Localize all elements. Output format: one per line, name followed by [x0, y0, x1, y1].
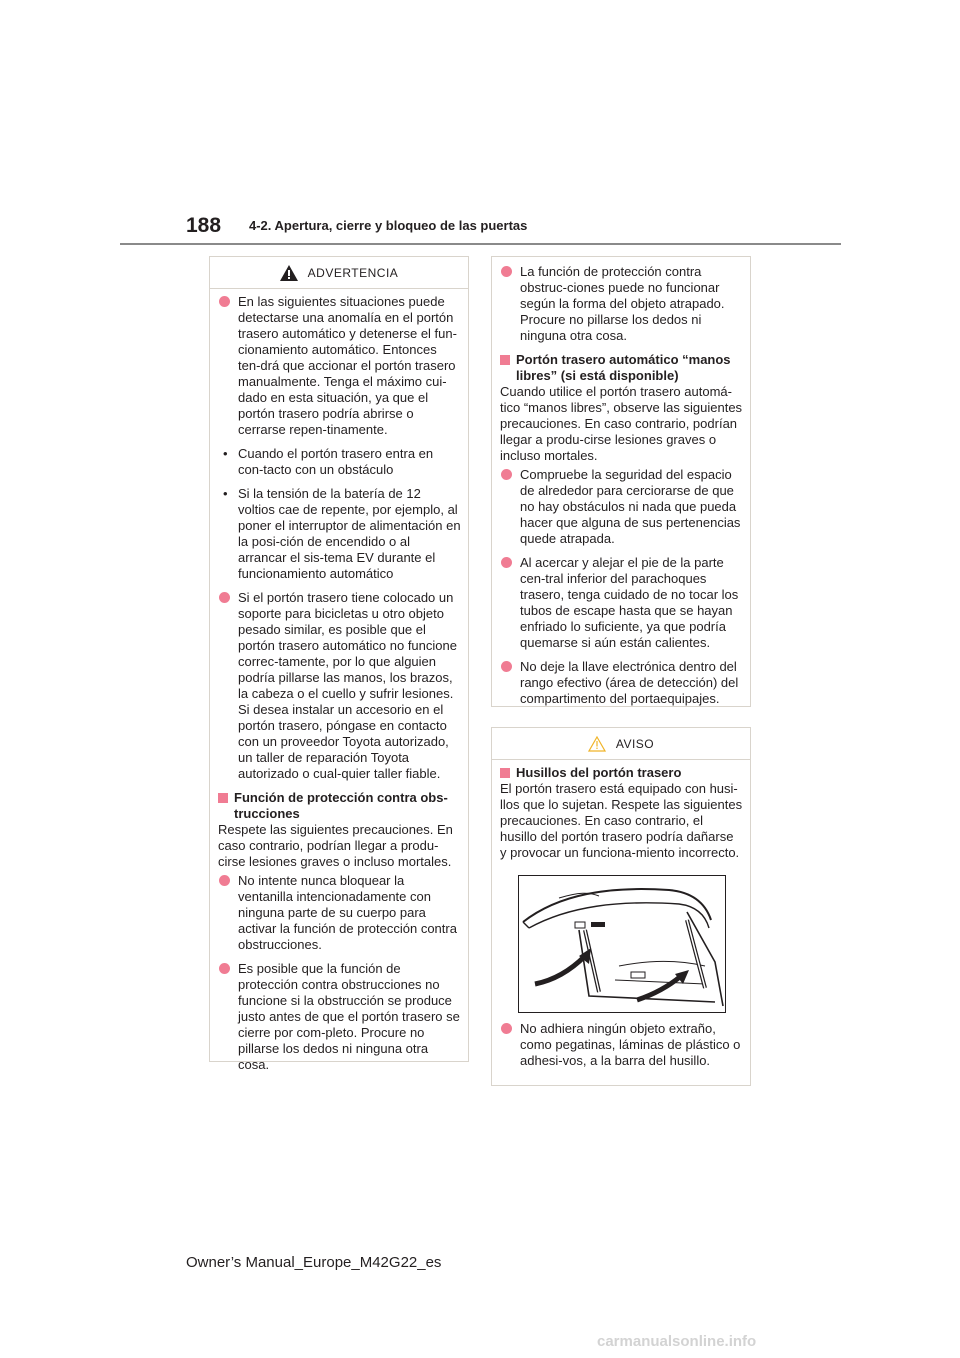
warning-box-body [210, 289, 468, 1089]
list-item-text: Compruebe la seguridad del espacio de alrededor para cerciorarse de que no hay obstáculos ni nada que pueda hacer que alguna de sus pertenencias quede atrapada. [520, 467, 741, 546]
list-item [500, 467, 743, 547]
bullet-dot-icon [501, 266, 512, 277]
list-item [500, 264, 743, 344]
sub-bullet-icon: • [223, 446, 228, 461]
list-item-text: Función de protección contra obs-trucciones [234, 790, 448, 821]
list-item [218, 961, 461, 1073]
bullet-dot-icon [219, 296, 230, 307]
square-bullet-icon [500, 355, 510, 365]
bullet-dot-icon [501, 661, 512, 672]
list-item-text: En las siguientes situaciones puede detectarse una anomalía en el portón trasero automático y detenerse el fun-cionamiento automático. Entonces ten-drá que accionar el portón trasero manualmente. Tenga el máximo cui-dado en esta situación, ya que el portón trasero podría abrirse o cerrarse repen-tinamente. [238, 294, 457, 437]
list-item-text: La función de protección contra obstruc-ciones puede no funcionar según la forma del objeto atrapado. Procure no pillarse los dedos ni ninguna otra cosa. [520, 264, 725, 343]
list-item-text: Portón trasero automático “manos libres” (si está disponible) [516, 352, 731, 383]
warning-continued-box [491, 256, 751, 707]
warning-box-header [210, 257, 468, 289]
notice-last-item [500, 1021, 743, 1069]
list-item-text: Es posible que la función de protección contra obstrucciones no funcione si la obstrucción se produce justo antes de que el portón trasero se cierre por com-pleto. Procure no pillarse los dedos ni ninguna otra cosa. [238, 961, 460, 1072]
warning-box-title: ADVERTENCIA [307, 265, 399, 280]
notice-paragraph: El portón trasero está equipado con husi-llos que lo sujetan. Respete las siguientes precauciones. En caso contrario, el husillo del portón trasero podría dañarse y provocar un funciona-miento incorrecto. [500, 781, 743, 860]
list-item-text: No intente nunca bloquear la ventanilla intencionadamente con ninguna parte de su cuerpo para activar la función de protección contra obstrucciones. [238, 873, 457, 952]
list-item [218, 294, 461, 438]
list-item [218, 486, 461, 582]
square-bullet-icon [218, 793, 228, 803]
bullet-dot-icon [219, 963, 230, 974]
subsection-heading [218, 790, 461, 822]
list-item [218, 446, 461, 478]
list-item-text: Si la tensión de la batería de 12 voltios cae de repente, por ejemplo, al poner el interruptor de alimentación en la posi-ción de encendido o al arrancar el sis-tema EV durante el funcionamiento automático [238, 486, 461, 581]
bullet-dot-icon [501, 469, 512, 480]
tailgate-strut-illustration [518, 875, 726, 1013]
body-paragraph: Respete las siguientes precauciones. En caso contrario, podrían llegar a produ-cirse lesiones graves o incluso mortales. [218, 822, 453, 869]
notice-box-title: AVISO [615, 736, 655, 751]
footer-manual-id: Owner’s Manual_Europe_M42G22_es [186, 1254, 442, 1271]
bullet-dot-icon [219, 592, 230, 603]
bullet-dot-icon [501, 557, 512, 568]
notice-box-body [492, 760, 750, 1077]
body-paragraph: Cuando utilice el portón trasero automá-tico “manos libres”, observe las siguientes precauciones. En caso contrario, podrían llegar a produ-cirse lesiones graves o incluso mortales. [500, 384, 743, 463]
list-item [218, 873, 461, 953]
bullet-dot-icon [501, 1023, 512, 1034]
footer-watermark: carmanualsonline.info [597, 1333, 757, 1350]
list-item-text: Si el portón trasero tiene colocado un soporte para bicicletas u otro objeto pesado similar, es posible que el portón trasero automático no funcione correc-tamente, por lo que alguien podría pillarse las manos, los brazos, la cabeza o el cuello y sufrir lesiones. Si desea instalar un accesorio en el portón trasero, póngase en contacto con un proveedor Toyota autorizado, un taller de reparación Toyota autorizado o cual-quier taller fiable. [238, 590, 457, 781]
notice-heading [500, 765, 743, 781]
list-item [500, 659, 743, 707]
list-item-text: Al acercar y alejar el pie de la parte cen-tral inferior del parachoques trasero, tenga cuidado de no tocar los tubos de escape hasta que se hayan enfriado lo suficiente, ya que podría quemarse si aún están calientes. [520, 555, 739, 650]
warning-continued-body [492, 257, 750, 723]
warning-triangle-icon [280, 265, 298, 281]
page-number: 188 [186, 214, 222, 237]
square-bullet-icon [500, 768, 510, 778]
sub-bullet-icon: • [223, 486, 228, 501]
notice-last-item-text: No adhiera ningún objeto extraño, como pegatinas, láminas de plástico o adhesi-vos, a la barra del husillo. [520, 1021, 741, 1068]
list-item [218, 590, 461, 782]
subsection-heading [500, 352, 743, 384]
list-item-text: No deje la llave electrónica dentro del rango efectivo (área de detección) del compartimento del portaequipajes. [520, 659, 739, 706]
section-title: 4-2. Apertura, cierre y bloqueo de las puertas [249, 218, 528, 233]
caution-triangle-icon [588, 736, 606, 752]
notice-box-header [492, 728, 750, 760]
notice-box [491, 727, 751, 1086]
warning-box [209, 256, 469, 1072]
header-rule [120, 243, 841, 245]
list-item [500, 555, 743, 651]
notice-heading-text: Husillos del portón trasero [516, 765, 682, 780]
list-item-text: Cuando el portón trasero entra en con-tacto con un obstáculo [238, 446, 434, 477]
bullet-dot-icon [219, 875, 230, 886]
